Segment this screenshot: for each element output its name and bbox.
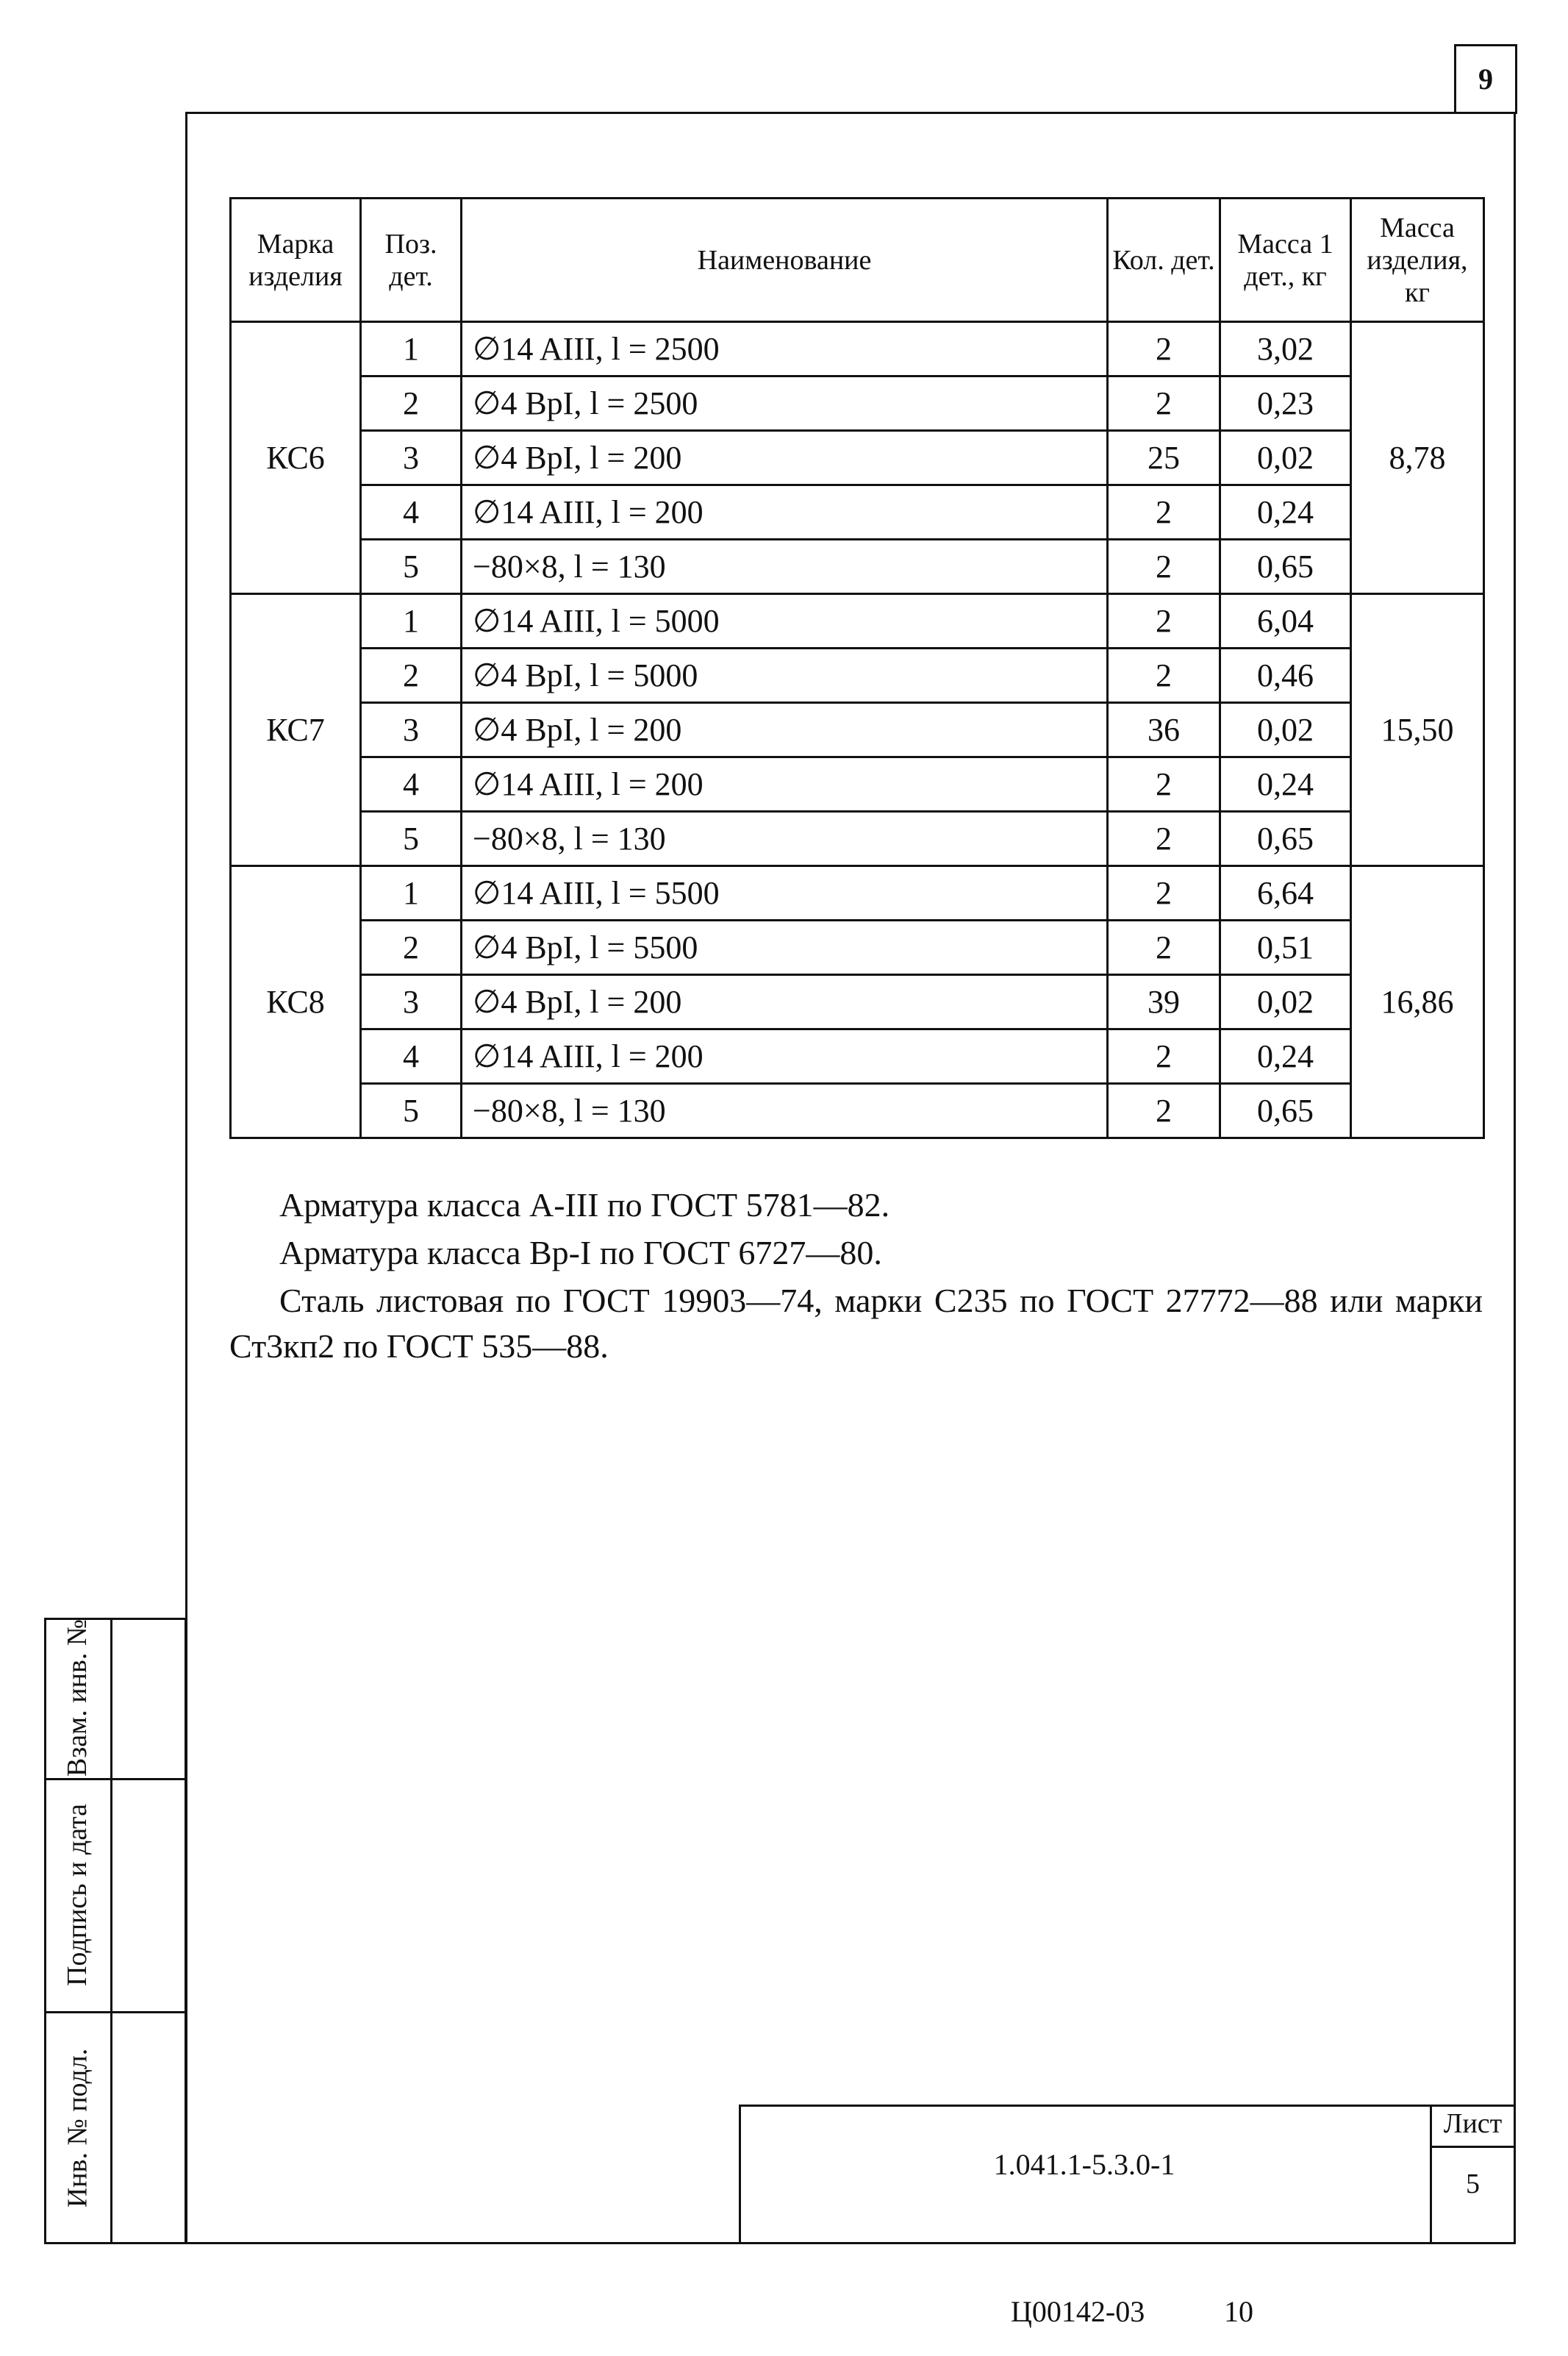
mass-cell: 3,02 [1220,322,1351,376]
header-name: Наименование [462,199,1108,322]
table-row [231,322,1484,376]
qty-cell: 2 [1108,376,1220,431]
footer-code: Ц00142-03 [1011,2295,1145,2328]
name-cell: ∅14 AIII, l = 5000 [462,594,1108,649]
qty-cell: 2 [1108,594,1220,649]
table-row [231,866,1484,921]
header-mark: Марка изделия [231,199,361,322]
pos-cell: 5 [361,1084,462,1138]
mass-cell: 0,65 [1220,540,1351,594]
group-mark: КС8 [231,866,361,1138]
name-cell: ∅4 BpI, l = 200 [462,431,1108,485]
stamp-signature-date-label: Подпись и дата [62,1803,93,1986]
table-row [231,975,1484,1029]
stamp-divider [110,1618,112,2244]
table-row [231,594,1484,649]
table-row [231,649,1484,703]
note-reinforcement-a3: Арматура класса А-III по ГОСТ 5781—82. [279,1186,890,1224]
pos-cell: 4 [361,757,462,812]
name-cell: ∅4 BpI, l = 5000 [462,649,1108,703]
qty-cell: 2 [1108,812,1220,866]
pos-cell: 3 [361,975,462,1029]
header-qty: Кол. дет. [1108,199,1220,322]
page-number: 9 [1454,44,1517,114]
qty-cell: 2 [1108,649,1220,703]
pos-cell: 1 [361,322,462,376]
mass-cell: 0,65 [1220,812,1351,866]
name-cell: ∅14 AIII, l = 200 [462,485,1108,540]
sheet-label: Лист [1443,2108,1503,2139]
note-sheet-steel: Сталь листовая по ГОСТ 19903—74, марки С235 по ГОСТ 27772—88 или марки Ст3кп2 по ГОСТ 535—88. [229,1282,1483,1365]
mass-cell: 0,02 [1220,975,1351,1029]
table-header-row [231,199,1484,322]
qty-cell: 2 [1108,866,1220,921]
name-cell: ∅4 BpI, l = 2500 [462,376,1108,431]
header-mass-total: Масса изделия, кг [1351,199,1484,322]
mass-cell: 6,64 [1220,866,1351,921]
stamp-signature-date [44,1778,110,2011]
table-row [231,921,1484,975]
mass-cell: 0,02 [1220,703,1351,757]
name-cell: −80×8, l = 130 [462,540,1108,594]
mass-cell: 0,02 [1220,431,1351,485]
mass-cell: 6,04 [1220,594,1351,649]
stamp-replace-inv-label: Взам. инв. № [62,1618,93,1777]
table-row [231,812,1484,866]
name-cell: ∅4 BpI, l = 200 [462,703,1108,757]
qty-cell: 36 [1108,703,1220,757]
table-row [231,1029,1484,1084]
mass-cell: 0,24 [1220,1029,1351,1084]
group-total: 15,50 [1351,594,1484,866]
mass-cell: 0,24 [1220,757,1351,812]
pos-cell: 4 [361,1029,462,1084]
stamp-inv-original [44,2011,110,2244]
pos-cell: 3 [361,703,462,757]
table-row [231,485,1484,540]
name-cell: ∅14 AIII, l = 200 [462,757,1108,812]
qty-cell: 2 [1108,1029,1220,1084]
name-cell: ∅4 BpI, l = 5500 [462,921,1108,975]
mass-cell: 0,65 [1220,1084,1351,1138]
pos-cell: 3 [361,431,462,485]
specification-table [229,197,1485,1139]
pos-cell: 1 [361,866,462,921]
qty-cell: 2 [1108,757,1220,812]
document-code: 1.041.1-5.3.0-1 [993,2148,1175,2181]
mass-cell: 0,23 [1220,376,1351,431]
title-block-divider [1430,2146,1516,2148]
qty-cell: 39 [1108,975,1220,1029]
name-cell: −80×8, l = 130 [462,1084,1108,1138]
sheet-number: 5 [1466,2168,1480,2199]
group-mark: КС7 [231,594,361,866]
name-cell: ∅4 BpI, l = 200 [462,975,1108,1029]
qty-cell: 2 [1108,322,1220,376]
group-total: 8,78 [1351,322,1484,594]
stamp-replace-inv [44,1618,110,1778]
table-row [231,757,1484,812]
pos-cell: 5 [361,540,462,594]
qty-cell: 2 [1108,921,1220,975]
name-cell: ∅14 AIII, l = 2500 [462,322,1108,376]
mass-cell: 0,46 [1220,649,1351,703]
table-row [231,1084,1484,1138]
mass-cell: 0,51 [1220,921,1351,975]
qty-cell: 2 [1108,1084,1220,1138]
pos-cell: 2 [361,921,462,975]
header-pos: Поз. дет. [361,199,462,322]
pos-cell: 2 [361,376,462,431]
name-cell: ∅14 AIII, l = 5500 [462,866,1108,921]
qty-cell: 2 [1108,485,1220,540]
pos-cell: 2 [361,649,462,703]
name-cell: −80×8, l = 130 [462,812,1108,866]
qty-cell: 25 [1108,431,1220,485]
group-total: 16,86 [1351,866,1484,1138]
group-mark: КС6 [231,322,361,594]
note-reinforcement-bp1: Арматура класса Вр-I по ГОСТ 6727—80. [279,1234,882,1271]
pos-cell: 4 [361,485,462,540]
stamp-inv-original-label: Инв. № подл. [62,2048,93,2207]
mass-cell: 0,24 [1220,485,1351,540]
pos-cell: 5 [361,812,462,866]
pos-cell: 1 [361,594,462,649]
name-cell: ∅14 AIII, l = 200 [462,1029,1108,1084]
table-row [231,376,1484,431]
qty-cell: 2 [1108,540,1220,594]
table-row [231,540,1484,594]
table-row [231,431,1484,485]
header-mass-one: Масса 1 дет., кг [1220,199,1351,322]
table-row [231,703,1484,757]
footer-page-number: 10 [1224,2295,1253,2328]
